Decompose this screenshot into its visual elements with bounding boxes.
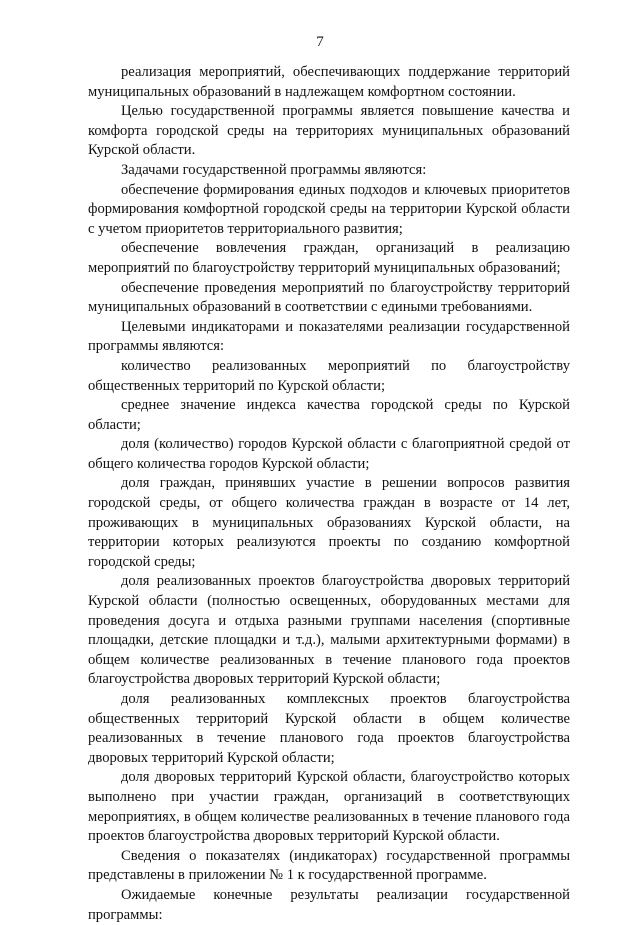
paragraph-16: Ожидаемые конечные результаты реализации государственной программы: xyxy=(88,886,570,923)
body-text xyxy=(88,63,570,925)
paragraph-7: Целевыми индикаторами и показателями реализации государственной программы являются: xyxy=(88,318,570,355)
paragraph-15: Сведения о показателях (индикаторах) государственной программы представлены в приложении № 1 к государственной программе. xyxy=(88,847,570,884)
paragraph-13: доля реализованных комплексных проектов благоустройства общественных территорий Курской области в общем количестве реализованных в течение планового года проектов благоустройства дворовых территорий Курской области; xyxy=(88,691,570,766)
paragraph-12: доля реализованных проектов благоустройства дворовых территорий Курской области (полностью освещенных, оборудованных местами для проведения досуга и отдыха разными группами населения (спортивные площадки, детские площадки и т.д.), малыми архитектурными формами) в общем количестве реализованных в течение планового года проектов благоустройства дворовых территорий Курской области; xyxy=(88,573,570,688)
paragraph-2: Целью государственной программы является повышение качества и комфорта городской среды на территориях муниципальных образований Курской области. xyxy=(88,103,570,159)
paragraph-1: реализация мероприятий, обеспечивающих поддержание территорий муниципальных образований в надлежащем комфортном состоянии. xyxy=(88,64,570,100)
paragraph-10: доля (количество) городов Курской области с благоприятной средой от общего количества городов Курской области; xyxy=(88,436,570,472)
paragraph-6: обеспечение проведения мероприятий по благоустройству территорий муниципальных образований в соответствии с едиными требованиями. xyxy=(88,279,570,316)
paragraph-8: количество реализованных мероприятий по благоустройству общественных территорий по Курской области; xyxy=(88,357,570,394)
paragraph-5: обеспечение вовлечения граждан, организаций в реализацию мероприятий по благоустройству территорий муниципальных образований; xyxy=(88,240,570,276)
paragraph-11: доля граждан, принявших участие в решении вопросов развития городской среды, от общего количества граждан в возрасте от 14 лет, проживающих в муниципальных образованиях Курской области, на территории которых реализуются проекты по созданию комфортной городской среды; xyxy=(88,475,570,570)
paragraph-9: среднее значение индекса качества городской среды по Курской области; xyxy=(88,397,570,433)
paragraph-14: доля дворовых территорий Курской области, благоустройство которых выполнено при участии граждан, организаций в соответствующих мероприятиях, в общем количестве реализованных в течение планового года проектов благоустройства дворовых территорий Курской области. xyxy=(88,769,570,845)
page-number: 7 xyxy=(316,34,324,50)
paragraph-3: Задачами государственной программы являются: xyxy=(121,161,427,178)
paragraph-4: обеспечение формирования единых подходов и ключевых приоритетов формирования комфортной городской среды на территории Курской области с учетом приоритетов территориального развития; xyxy=(88,181,570,237)
